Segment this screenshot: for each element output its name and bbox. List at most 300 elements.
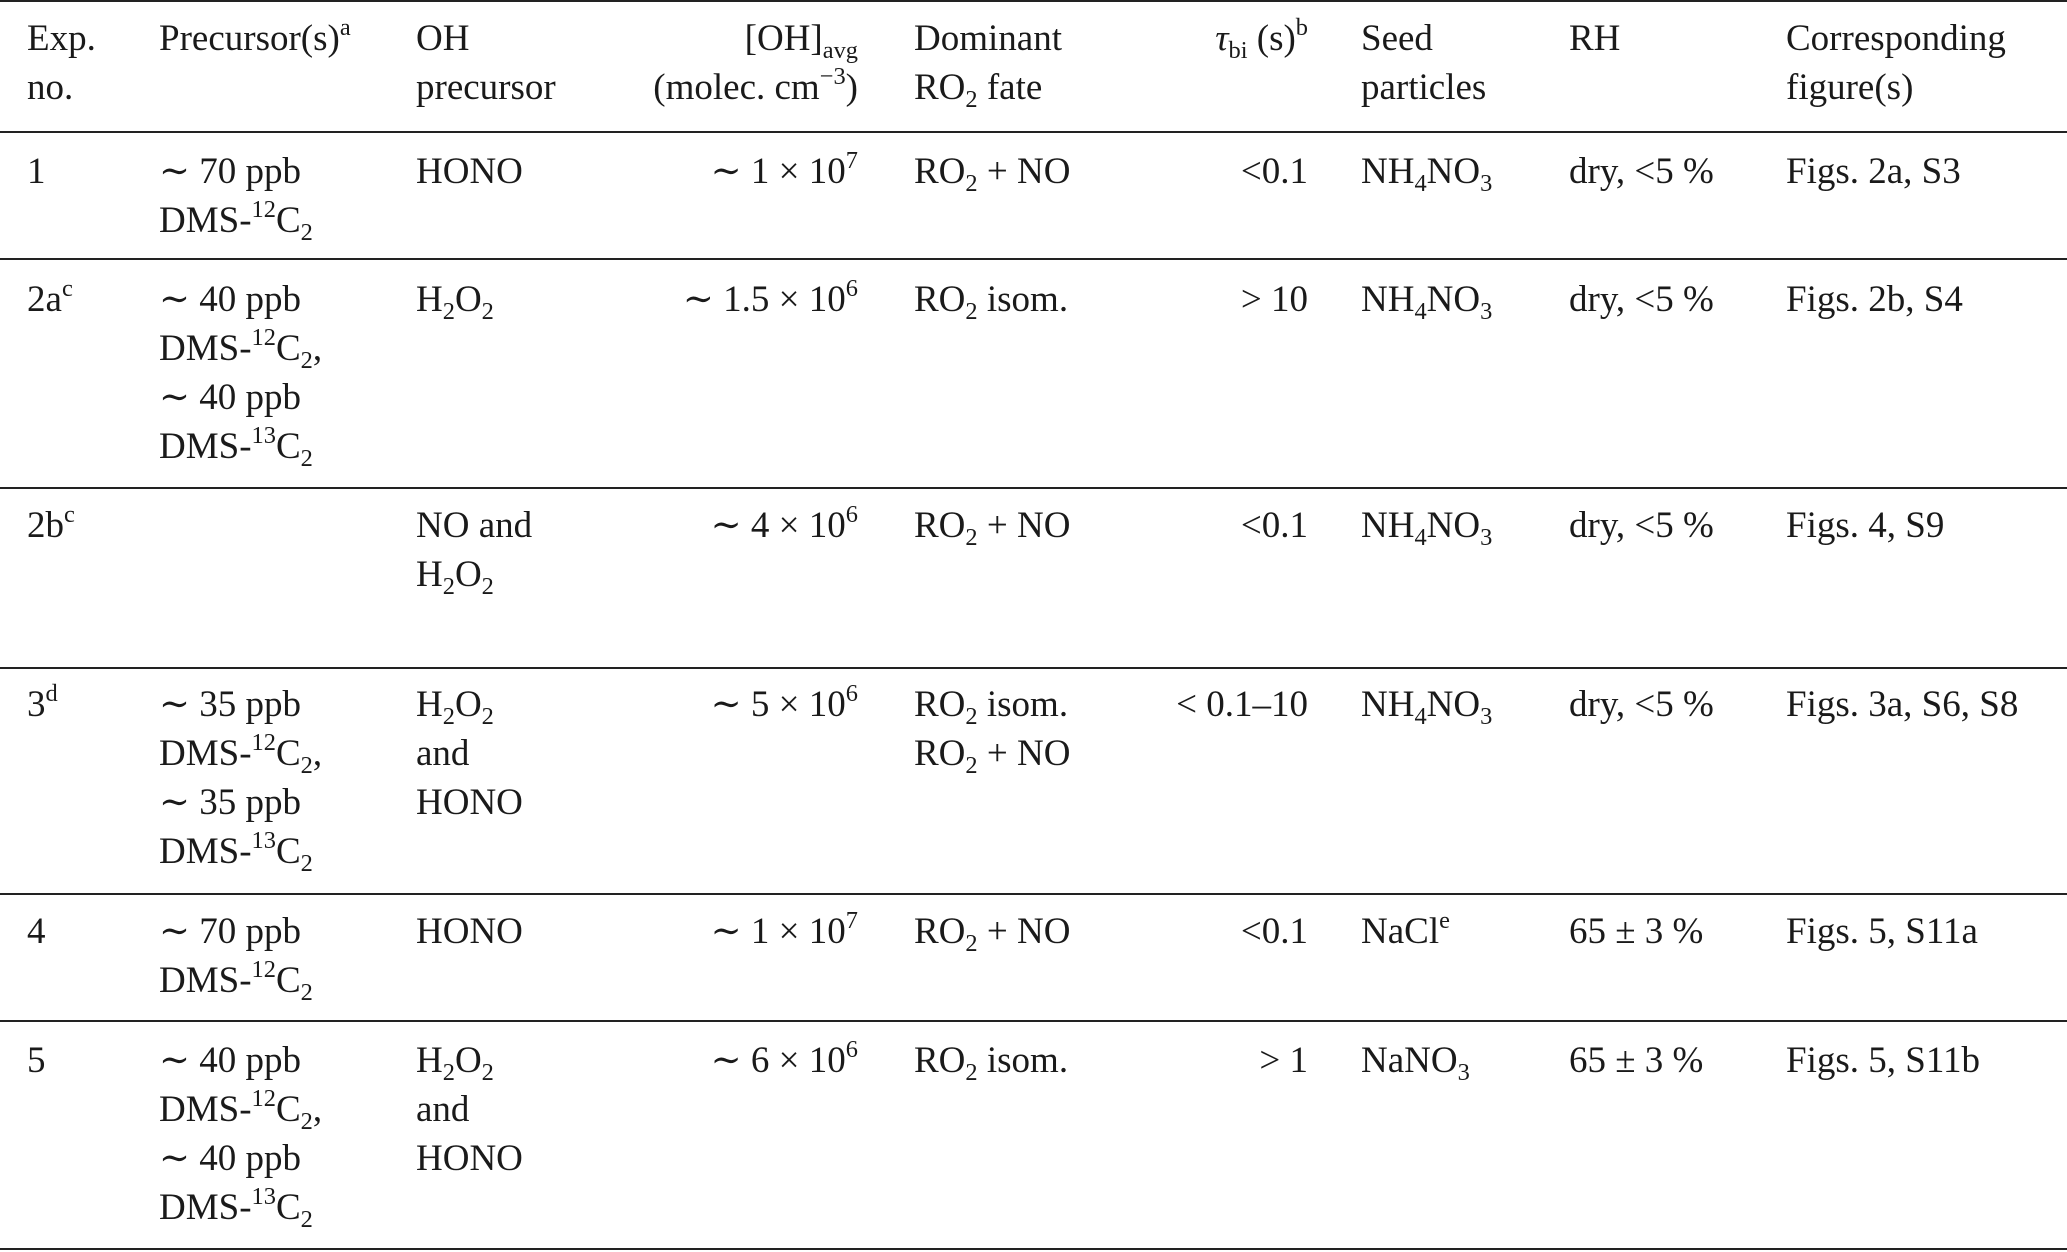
cell-text: DMS- bbox=[159, 426, 252, 467]
cell-line bbox=[27, 147, 147, 196]
cell-text: (s) bbox=[1247, 18, 1296, 59]
header-precursor bbox=[159, 14, 409, 63]
cell-text: 65 ± 3 % bbox=[1569, 1040, 1704, 1081]
cell-oh-avg bbox=[560, 680, 858, 729]
cell-text: Figs. 2a, S3 bbox=[1786, 151, 1961, 192]
cell-text: 2 bbox=[300, 849, 313, 877]
row-separator bbox=[0, 893, 2067, 895]
cell-seed-particles bbox=[1361, 275, 1551, 324]
cell-text: 2 bbox=[300, 444, 313, 472]
cell-text: RO bbox=[914, 505, 966, 546]
cell-text: 12 bbox=[251, 323, 276, 351]
cell-text: <0.1 bbox=[1240, 505, 1308, 546]
cell-line bbox=[1786, 1036, 2066, 1085]
cell-text: O bbox=[454, 279, 482, 320]
cell-text: 2 bbox=[300, 1107, 313, 1135]
cell-figures bbox=[1786, 147, 2066, 196]
cell-line bbox=[1786, 907, 2066, 956]
cell-text: 2 bbox=[965, 523, 978, 551]
cell-figures bbox=[1786, 275, 2066, 324]
cell-text: isom. bbox=[977, 1040, 1069, 1081]
cell-line bbox=[159, 147, 409, 196]
cell-text: > 10 bbox=[1240, 279, 1308, 320]
cell-text: 6 bbox=[845, 274, 858, 302]
table-top-rule bbox=[0, 0, 2067, 2]
cell-text: ∼ 70 ppb bbox=[159, 151, 302, 192]
cell-line bbox=[1786, 680, 2066, 729]
cell-rh bbox=[1569, 1036, 1769, 1085]
cell-exp-no bbox=[27, 501, 147, 550]
cell-text: dry, <5 % bbox=[1569, 505, 1714, 546]
cell-figures bbox=[1786, 1036, 2066, 1085]
cell-text: 2 bbox=[481, 1058, 494, 1086]
cell-precursor bbox=[159, 275, 409, 471]
cell-line bbox=[27, 501, 147, 550]
cell-text: OH bbox=[416, 18, 470, 59]
cell-text: 65 ± 3 % bbox=[1569, 911, 1704, 952]
cell-text: dry, <5 % bbox=[1569, 279, 1714, 320]
cell-text: Precursor(s) bbox=[159, 18, 340, 59]
cell-text: 3 bbox=[1480, 702, 1493, 730]
cell-line bbox=[1569, 275, 1769, 324]
cell-text: C bbox=[275, 1089, 301, 1130]
cell-line bbox=[1130, 680, 1308, 729]
cell-exp-no bbox=[27, 275, 147, 324]
cell-text: HONO bbox=[416, 151, 523, 192]
cell-text: + NO bbox=[977, 151, 1071, 192]
cell-text: 2 bbox=[965, 751, 978, 779]
cell-line bbox=[159, 729, 409, 778]
cell-text: Exp. bbox=[27, 18, 96, 59]
cell-line bbox=[27, 14, 147, 63]
cell-text: 4 bbox=[27, 911, 46, 952]
cell-text: and bbox=[416, 1089, 470, 1130]
header-rh bbox=[1569, 14, 1769, 63]
cell-line bbox=[914, 680, 1134, 729]
cell-line bbox=[1361, 275, 1551, 324]
cell-text: HONO bbox=[416, 1138, 523, 1179]
cell-text: DMS- bbox=[159, 328, 252, 369]
cell-line bbox=[914, 14, 1134, 63]
cell-text: 2 bbox=[300, 751, 313, 779]
cell-rh bbox=[1569, 501, 1769, 550]
cell-text: ∼ 4 × 10 bbox=[710, 505, 846, 546]
cell-line bbox=[560, 680, 858, 729]
row-separator bbox=[0, 667, 2067, 669]
cell-text: RH bbox=[1569, 18, 1621, 59]
cell-line bbox=[1786, 14, 2066, 63]
cell-text: ∼ 40 ppb bbox=[159, 377, 302, 418]
cell-line bbox=[560, 501, 858, 550]
cell-text: ∼ 70 ppb bbox=[159, 911, 302, 952]
cell-text: DMS- bbox=[159, 1187, 252, 1228]
cell-text: 6 bbox=[845, 500, 858, 528]
cell-line bbox=[27, 680, 147, 729]
cell-text: Figs. 5, S11a bbox=[1786, 911, 1978, 952]
cell-text: (molec. cm bbox=[653, 67, 820, 108]
cell-line bbox=[560, 907, 858, 956]
cell-text: 2b bbox=[27, 505, 64, 546]
cell-line bbox=[1130, 1036, 1308, 1085]
cell-text: C bbox=[275, 960, 301, 1001]
cell-line bbox=[159, 1036, 409, 1085]
cell-text: H bbox=[416, 279, 443, 320]
cell-text: O bbox=[454, 1040, 482, 1081]
cell-text: C bbox=[275, 200, 301, 241]
cell-text: Dominant bbox=[914, 18, 1062, 59]
cell-text: 3 bbox=[1480, 297, 1493, 325]
cell-figures bbox=[1786, 907, 2066, 956]
cell-text: NH bbox=[1361, 505, 1415, 546]
cell-text: 2 bbox=[965, 1058, 978, 1086]
cell-text: 4 bbox=[1414, 169, 1427, 197]
cell-text: RO bbox=[914, 279, 966, 320]
cell-text: 4 bbox=[1414, 523, 1427, 551]
cell-text: , bbox=[312, 733, 323, 774]
cell-line bbox=[27, 907, 147, 956]
cell-line bbox=[1130, 275, 1308, 324]
cell-text: 13 bbox=[251, 1182, 276, 1210]
cell-line bbox=[1130, 907, 1308, 956]
cell-text: fate bbox=[977, 67, 1043, 108]
cell-text: NH bbox=[1361, 684, 1415, 725]
cell-text: RO bbox=[914, 684, 966, 725]
cell-text: O bbox=[454, 554, 482, 595]
cell-text: RO bbox=[914, 911, 966, 952]
cell-line bbox=[1361, 501, 1551, 550]
cell-text: DMS- bbox=[159, 200, 252, 241]
cell-text: 2 bbox=[300, 346, 313, 374]
cell-line bbox=[1361, 147, 1551, 196]
cell-text: DMS- bbox=[159, 733, 252, 774]
cell-text: NO bbox=[1426, 684, 1481, 725]
cell-line bbox=[914, 275, 1134, 324]
cell-text: Seed bbox=[1361, 18, 1433, 59]
cell-text: NO and bbox=[416, 505, 533, 546]
cell-line bbox=[914, 147, 1134, 196]
cell-exp-no bbox=[27, 147, 147, 196]
cell-text: Figs. 5, S11b bbox=[1786, 1040, 1980, 1081]
cell-line bbox=[159, 1183, 409, 1232]
cell-ro2-fate bbox=[914, 275, 1134, 324]
cell-text: dry, <5 % bbox=[1569, 684, 1714, 725]
cell-text: HONO bbox=[416, 911, 523, 952]
cell-line bbox=[1361, 63, 1551, 112]
cell-line bbox=[159, 1134, 409, 1183]
cell-text: ∼ 35 ppb bbox=[159, 684, 302, 725]
cell-text: C bbox=[275, 1187, 301, 1228]
cell-text: 3 bbox=[1457, 1058, 1470, 1086]
cell-ro2-fate bbox=[914, 1036, 1134, 1085]
cell-line bbox=[1569, 680, 1769, 729]
cell-text: RO bbox=[914, 67, 966, 108]
cell-seed-particles bbox=[1361, 907, 1551, 956]
cell-text: NO bbox=[1426, 505, 1481, 546]
cell-line bbox=[560, 1036, 858, 1085]
header-seed-particles bbox=[1361, 14, 1551, 112]
cell-text: isom. bbox=[977, 684, 1069, 725]
cell-seed-particles bbox=[1361, 501, 1551, 550]
cell-text: a bbox=[339, 13, 351, 41]
cell-text: C bbox=[275, 831, 301, 872]
cell-text: NaCl bbox=[1361, 911, 1440, 952]
cell-tau-bi bbox=[1130, 501, 1308, 550]
cell-text: dry, <5 % bbox=[1569, 151, 1714, 192]
cell-tau-bi bbox=[1130, 907, 1308, 956]
cell-ro2-fate bbox=[914, 907, 1134, 956]
cell-line bbox=[159, 1085, 409, 1134]
cell-line bbox=[159, 827, 409, 876]
cell-text: NH bbox=[1361, 279, 1415, 320]
cell-text: C bbox=[275, 328, 301, 369]
cell-text: ∼ 40 ppb bbox=[159, 279, 302, 320]
cell-text: 2 bbox=[965, 702, 978, 730]
cell-line bbox=[914, 1036, 1134, 1085]
cell-text: RO bbox=[914, 151, 966, 192]
cell-text: 6 bbox=[845, 679, 858, 707]
cell-line bbox=[914, 729, 1134, 778]
cell-text: 2 bbox=[442, 572, 455, 600]
cell-line bbox=[1361, 1036, 1551, 1085]
cell-tau-bi bbox=[1130, 147, 1308, 196]
cell-line bbox=[159, 373, 409, 422]
cell-line bbox=[1130, 501, 1308, 550]
cell-text: avg bbox=[822, 36, 858, 64]
cell-tau-bi bbox=[1130, 680, 1308, 729]
cell-oh-avg bbox=[560, 907, 858, 956]
cell-text: 12 bbox=[251, 955, 276, 983]
cell-text: 7 bbox=[845, 146, 858, 174]
cell-text: NaNO bbox=[1361, 1040, 1458, 1081]
cell-text: 7 bbox=[845, 906, 858, 934]
cell-line bbox=[1569, 501, 1769, 550]
cell-text: C bbox=[275, 733, 301, 774]
cell-text: 2 bbox=[442, 702, 455, 730]
cell-text: 2 bbox=[300, 978, 313, 1006]
cell-text: ∼ 5 × 10 bbox=[710, 684, 846, 725]
cell-text: ∼ 40 ppb bbox=[159, 1138, 302, 1179]
cell-text: C bbox=[275, 426, 301, 467]
cell-text: [OH] bbox=[744, 18, 823, 59]
cell-text: NH bbox=[1361, 151, 1415, 192]
cell-text: > 1 bbox=[1259, 1040, 1308, 1081]
cell-rh bbox=[1569, 147, 1769, 196]
cell-text: 2 bbox=[965, 169, 978, 197]
cell-text: b bbox=[1295, 13, 1308, 41]
cell-text: no. bbox=[27, 67, 74, 108]
cell-rh bbox=[1569, 680, 1769, 729]
cell-text: RO bbox=[914, 733, 966, 774]
cell-figures bbox=[1786, 680, 2066, 729]
cell-line bbox=[416, 729, 606, 778]
cell-line bbox=[159, 275, 409, 324]
cell-line bbox=[27, 275, 147, 324]
row-separator bbox=[0, 487, 2067, 489]
cell-text: Figs. 3a, S6, S8 bbox=[1786, 684, 2019, 725]
cell-line bbox=[1361, 907, 1551, 956]
cell-oh-avg bbox=[560, 501, 858, 550]
cell-text: ∼ 1 × 10 bbox=[710, 151, 846, 192]
cell-text: 2 bbox=[965, 297, 978, 325]
cell-text: DMS- bbox=[159, 1089, 252, 1130]
cell-rh bbox=[1569, 275, 1769, 324]
cell-text: 6 bbox=[845, 1035, 858, 1063]
cell-text: Corresponding bbox=[1786, 18, 2006, 59]
cell-line bbox=[914, 501, 1134, 550]
cell-oh-avg bbox=[560, 275, 858, 324]
cell-line bbox=[560, 147, 858, 196]
cell-text: c bbox=[61, 274, 73, 302]
cell-line bbox=[159, 956, 409, 1005]
cell-line bbox=[159, 680, 409, 729]
cell-exp-no bbox=[27, 680, 147, 729]
cell-exp-no bbox=[27, 1036, 147, 1085]
header-figures bbox=[1786, 14, 2066, 112]
cell-text: 4 bbox=[1414, 702, 1427, 730]
cell-text: 3 bbox=[27, 684, 46, 725]
cell-text: H bbox=[416, 1040, 443, 1081]
cell-line bbox=[159, 196, 409, 245]
cell-text: Figs. 4, S9 bbox=[1786, 505, 1945, 546]
cell-line bbox=[159, 778, 409, 827]
cell-line bbox=[27, 1036, 147, 1085]
cell-line bbox=[560, 275, 858, 324]
cell-figures bbox=[1786, 501, 2066, 550]
cell-text: 3 bbox=[1480, 523, 1493, 551]
cell-text: and bbox=[416, 733, 470, 774]
cell-text: HONO bbox=[416, 782, 523, 823]
cell-text: < 0.1–10 bbox=[1176, 684, 1308, 725]
cell-text: + NO bbox=[977, 733, 1071, 774]
cell-line bbox=[560, 14, 858, 63]
cell-text: ∼ 1 × 10 bbox=[710, 911, 846, 952]
cell-text: NO bbox=[1426, 151, 1481, 192]
cell-line bbox=[1361, 14, 1551, 63]
cell-line bbox=[416, 550, 606, 599]
cell-text: <0.1 bbox=[1240, 151, 1308, 192]
cell-text: 12 bbox=[251, 195, 276, 223]
cell-line bbox=[159, 324, 409, 373]
cell-text: ) bbox=[845, 67, 858, 108]
header-ro2-fate bbox=[914, 14, 1134, 112]
cell-text: particles bbox=[1361, 67, 1487, 108]
cell-text: e bbox=[1439, 906, 1450, 934]
cell-line bbox=[27, 63, 147, 112]
cell-precursor bbox=[159, 147, 409, 245]
cell-text: H bbox=[416, 684, 443, 725]
cell-text: 2 bbox=[481, 702, 494, 730]
cell-text: H bbox=[416, 554, 443, 595]
cell-text: −3 bbox=[819, 62, 846, 90]
cell-text: 2 bbox=[965, 85, 978, 113]
cell-precursor bbox=[159, 1036, 409, 1232]
cell-text: 2 bbox=[481, 297, 494, 325]
cell-text: , bbox=[312, 1089, 323, 1130]
cell-text: c bbox=[64, 500, 75, 528]
cell-line bbox=[416, 1134, 606, 1183]
cell-text: <0.1 bbox=[1240, 911, 1308, 952]
cell-text: 2 bbox=[442, 1058, 455, 1086]
cell-text: 13 bbox=[251, 421, 276, 449]
cell-text: , bbox=[312, 328, 323, 369]
cell-line bbox=[159, 907, 409, 956]
cell-text: τ bbox=[1215, 18, 1229, 59]
cell-ro2-fate bbox=[914, 147, 1134, 196]
cell-text: ∼ 1.5 × 10 bbox=[682, 279, 846, 320]
cell-line bbox=[1786, 147, 2066, 196]
cell-line bbox=[1130, 147, 1308, 196]
cell-line bbox=[1361, 680, 1551, 729]
cell-line bbox=[560, 63, 858, 112]
cell-line bbox=[1786, 275, 2066, 324]
cell-line bbox=[1786, 63, 2066, 112]
row-separator bbox=[0, 1020, 2067, 1022]
cell-line bbox=[1569, 14, 1769, 63]
cell-text: ∼ 6 × 10 bbox=[710, 1040, 846, 1081]
table-header-rule bbox=[0, 131, 2067, 133]
cell-text: isom. bbox=[977, 279, 1069, 320]
cell-text: 2 bbox=[300, 1205, 313, 1233]
row-separator bbox=[0, 258, 2067, 260]
cell-exp-no bbox=[27, 907, 147, 956]
cell-text: d bbox=[45, 679, 58, 707]
cell-text: 12 bbox=[251, 1084, 276, 1112]
cell-text: DMS- bbox=[159, 960, 252, 1001]
cell-line bbox=[1569, 1036, 1769, 1085]
cell-text: ∼ 35 ppb bbox=[159, 782, 302, 823]
cell-text: RO bbox=[914, 1040, 966, 1081]
cell-line bbox=[1569, 147, 1769, 196]
cell-seed-particles bbox=[1361, 1036, 1551, 1085]
cell-text: 5 bbox=[27, 1040, 46, 1081]
cell-line bbox=[914, 907, 1134, 956]
cell-text: 2 bbox=[965, 929, 978, 957]
cell-text: ∼ 40 ppb bbox=[159, 1040, 302, 1081]
header-exp-no bbox=[27, 14, 147, 112]
cell-ro2-fate bbox=[914, 501, 1134, 550]
cell-oh-avg bbox=[560, 1036, 858, 1085]
cell-ro2-fate bbox=[914, 680, 1134, 778]
cell-text: + NO bbox=[977, 911, 1071, 952]
cell-text: Figs. 2b, S4 bbox=[1786, 279, 1963, 320]
cell-text: 2 bbox=[481, 572, 494, 600]
cell-text: O bbox=[454, 684, 482, 725]
cell-text: 13 bbox=[251, 826, 276, 854]
cell-text: bi bbox=[1228, 36, 1248, 64]
header-oh-avg bbox=[560, 14, 858, 112]
cell-line bbox=[1130, 14, 1308, 63]
cell-seed-particles bbox=[1361, 680, 1551, 729]
cell-oh-avg bbox=[560, 147, 858, 196]
cell-text: 2 bbox=[300, 218, 313, 246]
cell-text: precursor bbox=[416, 67, 556, 108]
cell-line bbox=[914, 63, 1134, 112]
cell-precursor bbox=[159, 907, 409, 1005]
cell-text: + NO bbox=[977, 505, 1071, 546]
cell-text: NO bbox=[1426, 279, 1481, 320]
header-tau-bi bbox=[1130, 14, 1308, 63]
cell-line bbox=[159, 14, 409, 63]
cell-text: 2 bbox=[442, 297, 455, 325]
table-bottom-rule bbox=[0, 1248, 2067, 1250]
cell-text: figure(s) bbox=[1786, 67, 1914, 108]
cell-line bbox=[1569, 907, 1769, 956]
cell-text: 4 bbox=[1414, 297, 1427, 325]
cell-tau-bi bbox=[1130, 275, 1308, 324]
cell-line bbox=[416, 1085, 606, 1134]
cell-tau-bi bbox=[1130, 1036, 1308, 1085]
cell-text: 2a bbox=[27, 279, 62, 320]
